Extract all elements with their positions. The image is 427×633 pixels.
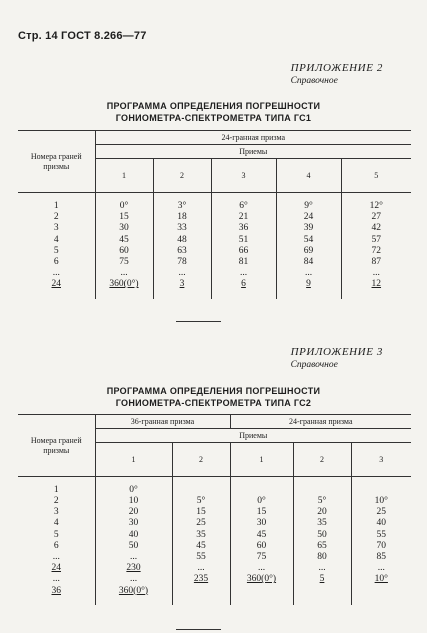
program-1-col-header: 2 xyxy=(153,159,211,193)
table-cell: 55 xyxy=(196,551,206,562)
table-cell: 70 xyxy=(376,540,387,551)
table-cell: ... xyxy=(129,551,138,562)
table-cell: ... xyxy=(178,268,186,279)
program-2-column xyxy=(18,477,95,605)
table-cell: 55 xyxy=(376,529,387,540)
table-cell: 78 xyxy=(177,256,187,267)
table-cell: ... xyxy=(318,563,326,574)
program-2-column xyxy=(293,477,351,605)
table-cell: 33 xyxy=(177,223,187,234)
table-cell: 30 xyxy=(119,223,129,234)
table-cell: 50 xyxy=(128,540,139,551)
table-cell: 27 xyxy=(371,212,382,223)
table-cell: 4 xyxy=(53,234,59,245)
table-cell: 9 xyxy=(306,279,311,290)
table-cell: 1 xyxy=(53,484,59,495)
program-1-title-line2: ГОНИОМЕТРА-СПЕКТРОМЕТРА ТИПА ГС1 xyxy=(115,113,312,123)
table-cell: 360(0°) xyxy=(246,574,277,585)
appendix-3-subtitle: Справочное xyxy=(290,360,338,370)
table-cell: 36 xyxy=(238,223,249,234)
table-cell: 9° xyxy=(304,201,313,211)
program-1-col-header: 3 xyxy=(211,159,276,193)
table-cell: 66 xyxy=(238,245,249,256)
table-cell: 36 xyxy=(51,585,61,596)
table-cell: 3 xyxy=(53,507,59,518)
section-divider xyxy=(176,629,221,630)
appendix-2-heading xyxy=(291,62,383,86)
table-cell: 60 xyxy=(119,245,129,256)
table-cell: 15 xyxy=(196,507,206,518)
table-cell: 48 xyxy=(177,234,187,245)
table-cell: ... xyxy=(52,268,60,279)
program-2-column xyxy=(95,477,172,605)
table-cell: 50 xyxy=(317,529,327,540)
program-2-group-header-b: 24-гранная призма xyxy=(230,415,411,429)
program-2-title xyxy=(0,385,427,409)
table-cell: 235 xyxy=(193,574,209,585)
table-cell: 63 xyxy=(177,245,187,256)
table-cell: 0° xyxy=(129,484,138,495)
table-cell: 45 xyxy=(119,234,129,245)
table-cell: 15 xyxy=(119,212,129,223)
program-2-group-header-a: 36-гранная призма xyxy=(95,415,230,429)
table-cell: 5° xyxy=(196,496,206,506)
program-2-col-header: 3 xyxy=(351,443,411,477)
program-2-row-header: Номера граней призмы xyxy=(18,415,95,477)
table-cell: ... xyxy=(52,551,60,562)
table-cell: 69 xyxy=(303,245,314,256)
table-cell: 0° xyxy=(119,201,129,211)
table-cell: 42 xyxy=(371,223,382,234)
table-cell: 30 xyxy=(128,518,139,529)
table-cell: 2 xyxy=(53,212,59,223)
table-cell: 85 xyxy=(376,551,387,562)
table-cell: ... xyxy=(120,268,128,279)
table-cell: 10 xyxy=(128,496,139,506)
table-cell: 25 xyxy=(196,518,206,529)
table-cell: 75 xyxy=(256,551,267,562)
program-2-col-header: 1 xyxy=(230,443,293,477)
table-cell: 360(0°) xyxy=(118,585,149,596)
program-1-table xyxy=(18,130,411,299)
table-cell: ... xyxy=(304,268,313,279)
table-cell: 10° xyxy=(374,496,388,506)
table-cell: 51 xyxy=(238,234,249,245)
table-cell: 1 xyxy=(53,201,59,211)
table-cell: 40 xyxy=(376,518,387,529)
program-1-col-header: 1 xyxy=(95,159,153,193)
program-1-column xyxy=(276,193,341,299)
program-2-title-line2: ГОНИОМЕТРА-СПЕКТРОМЕТРА ТИПА ГС2 xyxy=(115,398,312,408)
program-2-column xyxy=(172,477,230,605)
table-cell: 230 xyxy=(126,563,141,574)
table-cell: 24 xyxy=(51,279,61,290)
program-1-column xyxy=(341,193,411,299)
page-header: Стр. 14 ГОСТ 8.266—77 xyxy=(18,30,147,42)
appendix-3-heading xyxy=(291,346,383,370)
table-cell: 39 xyxy=(303,223,314,234)
program-2-sub-header: Приемы xyxy=(95,429,411,443)
table-cell: 25 xyxy=(376,507,387,518)
table-cell: 6° xyxy=(239,201,248,211)
table-cell: 0° xyxy=(257,496,266,506)
table-cell: 45 xyxy=(256,529,267,540)
table-cell: ... xyxy=(377,563,385,574)
table-cell: ... xyxy=(129,574,138,585)
program-1-title-line1: ПРОГРАММА ОПРЕДЕЛЕНИЯ ПОГРЕШНОСТИ xyxy=(106,101,321,111)
table-cell: 40 xyxy=(128,529,139,540)
table-cell: 18 xyxy=(177,212,187,223)
program-1-sub-header: Приемы xyxy=(95,145,411,159)
table-cell: 4 xyxy=(53,518,59,529)
program-2-col-header: 2 xyxy=(172,443,230,477)
table-cell: 10° xyxy=(374,574,388,585)
table-cell: 20 xyxy=(128,507,139,518)
program-1-column xyxy=(211,193,276,299)
table-cell: 45 xyxy=(196,540,206,551)
table-cell: 5 xyxy=(53,529,59,540)
appendix-2-title: ПРИЛОЖЕНИЕ 2 xyxy=(290,62,383,74)
table-cell: 35 xyxy=(317,518,327,529)
program-1-col-header: 5 xyxy=(341,159,411,193)
appendix-2-subtitle: Справочное xyxy=(290,76,338,86)
program-1-group-header: 24-гранная призма xyxy=(95,131,411,145)
program-1-col-header: 4 xyxy=(276,159,341,193)
table-cell: ... xyxy=(239,268,248,279)
table-cell: 84 xyxy=(303,256,314,267)
table-cell: ... xyxy=(257,563,266,574)
program-2-table xyxy=(18,414,411,605)
program-1-title xyxy=(0,100,427,124)
table-cell: ... xyxy=(197,563,205,574)
table-cell: 35 xyxy=(196,529,206,540)
table-cell: 6 xyxy=(53,256,59,267)
appendix-3-title: ПРИЛОЖЕНИЕ 3 xyxy=(290,346,383,358)
table-cell: 65 xyxy=(317,540,327,551)
program-2-title-line1: ПРОГРАММА ОПРЕДЕЛЕНИЯ ПОГРЕШНОСТИ xyxy=(106,386,321,396)
table-cell: 24 xyxy=(303,212,314,223)
table-cell: 75 xyxy=(119,256,129,267)
table-cell: 24 xyxy=(51,563,61,574)
program-1-row-header: Номера граней призмы xyxy=(18,131,95,193)
table-cell: 72 xyxy=(371,245,382,256)
program-1-column xyxy=(153,193,211,299)
table-cell: 6 xyxy=(241,279,246,290)
table-cell: 80 xyxy=(317,551,327,562)
program-1-column xyxy=(95,193,153,299)
table-cell: 20 xyxy=(317,507,327,518)
table-cell: 2 xyxy=(53,496,59,506)
table-cell: 3 xyxy=(53,223,59,234)
table-cell: 81 xyxy=(238,256,249,267)
table-cell: 54 xyxy=(303,234,314,245)
section-divider xyxy=(176,321,221,322)
table-cell: 15 xyxy=(256,507,267,518)
program-1-column xyxy=(18,193,95,299)
table-cell: 5° xyxy=(317,496,327,506)
table-cell: 30 xyxy=(256,518,267,529)
table-cell: ... xyxy=(52,574,60,585)
program-2-column xyxy=(351,477,411,605)
table-cell: 57 xyxy=(371,234,382,245)
table-cell: ... xyxy=(372,268,380,279)
program-2-column xyxy=(230,477,293,605)
table-cell: 60 xyxy=(256,540,267,551)
program-2-col-header: 2 xyxy=(293,443,351,477)
table-cell: 3° xyxy=(177,201,187,211)
table-cell: 360(0°) xyxy=(109,279,139,290)
table-cell: 12° xyxy=(369,201,383,211)
table-cell: 5 xyxy=(319,574,325,585)
program-2-col-header: 1 xyxy=(95,443,172,477)
table-cell: 87 xyxy=(371,256,382,267)
table-cell: 12 xyxy=(371,279,382,290)
table-cell: 5 xyxy=(53,245,59,256)
table-cell: 6 xyxy=(53,540,59,551)
table-cell: 3 xyxy=(179,279,185,290)
table-cell: 21 xyxy=(238,212,249,223)
